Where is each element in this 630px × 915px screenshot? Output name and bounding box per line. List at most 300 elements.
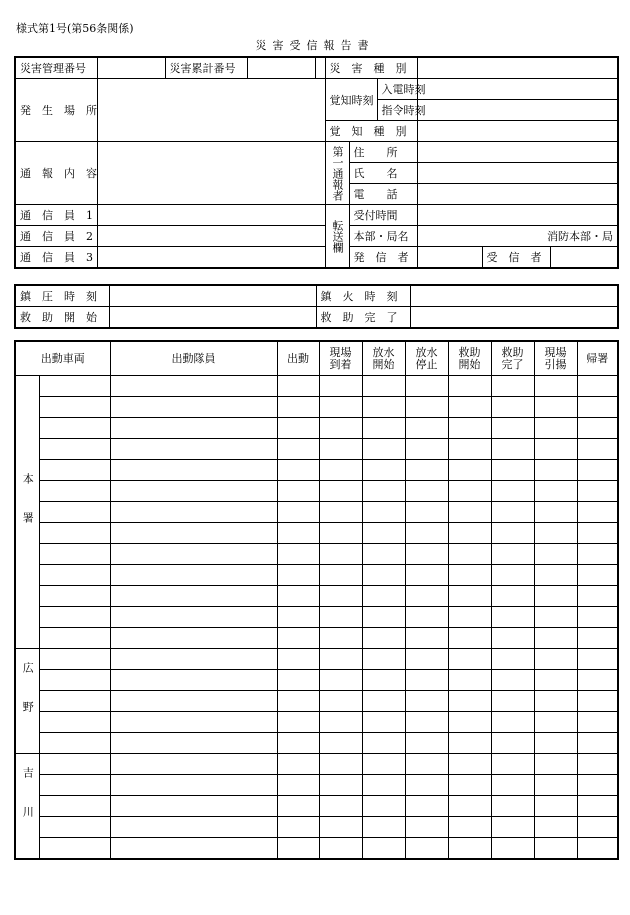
dispatch-cell[interactable] [110, 376, 277, 397]
dispatch-cell[interactable] [110, 397, 277, 418]
dispatch-cell[interactable] [362, 460, 405, 481]
dispatch-cell[interactable] [534, 523, 577, 544]
dispatch-cell[interactable] [448, 376, 491, 397]
dispatch-cell[interactable] [362, 439, 405, 460]
dispatch-cell[interactable] [448, 628, 491, 649]
dispatch-row [15, 628, 618, 649]
dispatch-cell[interactable] [491, 670, 534, 691]
disaster-mgmt-no-field[interactable] [97, 57, 165, 79]
dispatch-header-2: 出動 [277, 341, 319, 376]
dispatch-cell[interactable] [448, 838, 491, 860]
dispatch-header-3: 現場 到着 [319, 341, 362, 376]
dispatch-cell[interactable] [405, 754, 448, 775]
dispatch-cell[interactable] [110, 544, 277, 565]
dispatch-cell[interactable] [277, 502, 319, 523]
dispatch-cell[interactable] [362, 544, 405, 565]
rescue-start-field[interactable] [109, 307, 316, 329]
dispatch-cell[interactable] [405, 418, 448, 439]
dispatch-cell[interactable] [534, 565, 577, 586]
dispatch-cell[interactable] [39, 775, 110, 796]
phone-field[interactable] [417, 184, 618, 205]
disaster-type-label: 災 害 種 別 [325, 57, 417, 79]
dispatch-cell[interactable] [448, 397, 491, 418]
dispatch-cell[interactable] [110, 796, 277, 817]
dispatch-cell[interactable] [577, 376, 618, 397]
dispatch-cell[interactable] [405, 544, 448, 565]
dispatch-cell[interactable] [491, 838, 534, 860]
dispatch-cell[interactable] [110, 481, 277, 502]
dispatch-cell[interactable] [448, 754, 491, 775]
dispatch-cell[interactable] [534, 733, 577, 754]
dispatch-cell[interactable] [534, 649, 577, 670]
dispatch-cell[interactable] [491, 397, 534, 418]
dispatch-cell[interactable] [577, 817, 618, 838]
dispatch-cell[interactable] [110, 691, 277, 712]
dispatch-cell[interactable] [491, 607, 534, 628]
dispatch-cell[interactable] [277, 817, 319, 838]
address-field[interactable] [417, 142, 618, 163]
dispatch-cell[interactable] [534, 397, 577, 418]
aware-type-label: 覚 知 種 別 [325, 121, 417, 142]
dispatch-cell[interactable] [534, 439, 577, 460]
dispatch-cell[interactable] [39, 481, 110, 502]
transfer-col-label: 転送欄 [325, 205, 349, 269]
dispatch-cell[interactable] [39, 649, 110, 670]
station-label: 本署 [15, 376, 39, 649]
dispatch-cell[interactable] [277, 838, 319, 860]
dispatch-cell[interactable] [405, 523, 448, 544]
sender-label: 発 信 者 [349, 247, 417, 269]
dispatch-cell[interactable] [534, 691, 577, 712]
dispatch-cell[interactable] [319, 796, 362, 817]
dispatch-cell[interactable] [362, 838, 405, 860]
dispatch-cell[interactable] [39, 418, 110, 439]
dispatch-cell[interactable] [577, 712, 618, 733]
dispatch-cell[interactable] [319, 418, 362, 439]
dispatch-cell[interactable] [362, 670, 405, 691]
dispatch-cell[interactable] [448, 649, 491, 670]
dispatch-cell[interactable] [39, 376, 110, 397]
dispatch-cell[interactable] [319, 628, 362, 649]
dispatch-cell[interactable] [277, 439, 319, 460]
dispatch-cell[interactable] [491, 817, 534, 838]
dispatch-cell[interactable] [39, 817, 110, 838]
dispatch-cell[interactable] [319, 817, 362, 838]
dispatch-cell[interactable] [110, 775, 277, 796]
dispatch-cell[interactable] [277, 754, 319, 775]
dispatch-cell[interactable] [319, 439, 362, 460]
dispatch-cell[interactable] [405, 628, 448, 649]
dispatch-cell[interactable] [362, 565, 405, 586]
dispatch-cell[interactable] [319, 481, 362, 502]
report-content-field[interactable] [97, 142, 325, 205]
dispatch-cell[interactable] [534, 460, 577, 481]
dispatch-cell[interactable] [448, 712, 491, 733]
dispatch-cell[interactable] [362, 754, 405, 775]
dispatch-cell[interactable] [534, 544, 577, 565]
dispatch-cell[interactable] [39, 628, 110, 649]
disaster-cum-no-label: 災害累計番号 [165, 57, 247, 79]
dispatch-cell[interactable] [39, 397, 110, 418]
time-summary-table [14, 284, 619, 329]
dispatch-header-0: 出動車両 [15, 341, 110, 376]
dispatch-cell[interactable] [491, 649, 534, 670]
dispatch-cell[interactable] [319, 502, 362, 523]
dispatch-cell[interactable] [319, 607, 362, 628]
dispatch-cell[interactable] [405, 397, 448, 418]
extinguish-time-field[interactable] [410, 285, 618, 307]
dispatch-cell[interactable] [491, 775, 534, 796]
dispatch-cell[interactable] [448, 586, 491, 607]
dispatch-row [15, 481, 618, 502]
dispatch-header-8: 現場 引揚 [534, 341, 577, 376]
dispatch-cell[interactable] [110, 586, 277, 607]
dispatch-cell[interactable] [577, 460, 618, 481]
dispatch-cell[interactable] [448, 670, 491, 691]
dispatch-cell[interactable] [534, 418, 577, 439]
dispatch-cell[interactable] [405, 733, 448, 754]
dispatch-cell[interactable] [448, 817, 491, 838]
rescue-start-label: 救 助 開 始 [15, 307, 109, 329]
dispatch-cell[interactable] [39, 565, 110, 586]
dispatch-cell[interactable] [491, 502, 534, 523]
dispatch-cell[interactable] [39, 460, 110, 481]
dispatch-cell[interactable] [39, 502, 110, 523]
dispatch-cell[interactable] [110, 628, 277, 649]
dispatch-cell[interactable] [277, 523, 319, 544]
dispatch-cell[interactable] [491, 376, 534, 397]
dispatch-cell[interactable] [277, 397, 319, 418]
dispatch-cell[interactable] [534, 754, 577, 775]
dispatch-cell[interactable] [277, 649, 319, 670]
dispatch-cell[interactable] [405, 460, 448, 481]
dispatch-cell[interactable] [491, 754, 534, 775]
dispatch-cell[interactable] [277, 460, 319, 481]
dispatch-cell[interactable] [534, 670, 577, 691]
dispatch-cell[interactable] [534, 502, 577, 523]
dispatch-cell[interactable] [534, 607, 577, 628]
dispatch-cell[interactable] [577, 649, 618, 670]
dispatch-row [15, 586, 618, 607]
dispatch-cell[interactable] [39, 544, 110, 565]
dispatch-cell[interactable] [577, 502, 618, 523]
dispatch-cell[interactable] [277, 712, 319, 733]
dispatch-cell[interactable] [110, 649, 277, 670]
dispatch-cell[interactable] [577, 397, 618, 418]
dispatch-cell[interactable] [319, 712, 362, 733]
dispatch-cell[interactable] [577, 754, 618, 775]
receive-time-field[interactable] [417, 205, 618, 226]
dispatch-cell[interactable] [319, 586, 362, 607]
dispatch-cell[interactable] [277, 481, 319, 502]
dispatch-cell[interactable] [110, 670, 277, 691]
dispatch-cell[interactable] [405, 649, 448, 670]
dispatch-header-6: 救助 開始 [448, 341, 491, 376]
dispatch-cell[interactable] [448, 796, 491, 817]
dispatch-cell[interactable] [277, 418, 319, 439]
dispatch-cell[interactable] [405, 712, 448, 733]
dispatch-cell[interactable] [39, 691, 110, 712]
spacer [315, 57, 325, 79]
dispatch-cell[interactable] [277, 775, 319, 796]
dispatch-cell[interactable] [491, 544, 534, 565]
dispatch-cell[interactable] [491, 481, 534, 502]
dispatch-cell[interactable] [110, 502, 277, 523]
dispatch-cell[interactable] [491, 523, 534, 544]
dispatch-cell[interactable] [39, 838, 110, 860]
dispatch-cell[interactable] [577, 544, 618, 565]
dispatch-row [15, 544, 618, 565]
name-label: 氏 名 [349, 163, 417, 184]
dispatch-cell[interactable] [405, 691, 448, 712]
dispatch-cell[interactable] [577, 733, 618, 754]
dispatch-cell[interactable] [405, 796, 448, 817]
command-time-field[interactable] [417, 100, 618, 121]
dispatch-cell[interactable] [39, 586, 110, 607]
dispatch-cell[interactable] [110, 565, 277, 586]
dispatch-cell[interactable] [405, 565, 448, 586]
fire-hq-station-text: 消防本部・局 [417, 226, 618, 247]
dispatch-cell[interactable] [577, 838, 618, 860]
dispatch-cell[interactable] [448, 460, 491, 481]
dispatch-cell[interactable] [491, 439, 534, 460]
dispatch-cell[interactable] [110, 712, 277, 733]
dispatch-cell[interactable] [448, 418, 491, 439]
dispatch-cell[interactable] [319, 397, 362, 418]
dispatch-cell[interactable] [491, 796, 534, 817]
dispatch-cell[interactable] [319, 376, 362, 397]
operator3-field[interactable] [97, 247, 325, 269]
dispatch-cell[interactable] [362, 418, 405, 439]
dispatch-row [15, 754, 618, 775]
disaster-cum-no-field[interactable] [247, 57, 315, 79]
dispatch-cell[interactable] [362, 775, 405, 796]
incoming-call-time-label: 入電時刻 [377, 79, 417, 100]
dispatch-cell[interactable] [39, 733, 110, 754]
dispatch-cell[interactable] [277, 670, 319, 691]
dispatch-cell[interactable] [362, 712, 405, 733]
dispatch-cell[interactable] [277, 376, 319, 397]
dispatch-cell[interactable] [534, 628, 577, 649]
station-label: 広野 [15, 649, 39, 754]
dispatch-row [15, 523, 618, 544]
dispatch-cell[interactable] [319, 754, 362, 775]
dispatch-cell[interactable] [39, 796, 110, 817]
dispatch-cell[interactable] [362, 607, 405, 628]
dispatch-cell[interactable] [319, 691, 362, 712]
dispatch-cell[interactable] [534, 586, 577, 607]
dispatch-cell[interactable] [319, 775, 362, 796]
dispatch-cell[interactable] [362, 796, 405, 817]
dispatch-cell[interactable] [491, 418, 534, 439]
dispatch-cell[interactable] [362, 481, 405, 502]
disaster-type-field[interactable] [417, 57, 618, 79]
dispatch-row [15, 838, 618, 860]
dispatch-cell[interactable] [362, 523, 405, 544]
dispatch-cell[interactable] [110, 607, 277, 628]
dispatch-cell[interactable] [319, 838, 362, 860]
dispatch-cell[interactable] [277, 544, 319, 565]
dispatch-cell[interactable] [577, 586, 618, 607]
dispatch-header-7: 救助 完了 [491, 341, 534, 376]
rescue-end-field[interactable] [410, 307, 618, 329]
dispatch-cell[interactable] [362, 397, 405, 418]
dispatch-cell[interactable] [448, 691, 491, 712]
dispatch-cell[interactable] [491, 691, 534, 712]
dispatch-cell[interactable] [277, 796, 319, 817]
dispatch-row [15, 670, 618, 691]
rescue-end-label: 救 助 完 了 [316, 307, 410, 329]
dispatch-cell[interactable] [448, 544, 491, 565]
dispatch-cell[interactable] [405, 670, 448, 691]
dispatch-cell[interactable] [277, 691, 319, 712]
dispatch-header-1: 出動隊員 [110, 341, 277, 376]
form-title: 災害受信報告書 [255, 39, 375, 52]
dispatch-cell[interactable] [39, 670, 110, 691]
dispatch-cell[interactable] [277, 565, 319, 586]
dispatch-cell[interactable] [577, 628, 618, 649]
dispatch-cell[interactable] [110, 838, 277, 860]
dispatch-header-9: 帰署 [577, 341, 618, 376]
dispatch-cell[interactable] [534, 838, 577, 860]
dispatch-cell[interactable] [534, 775, 577, 796]
report-content-label: 通 報 内 容 [15, 142, 97, 205]
receiver-field[interactable] [550, 247, 618, 269]
suppress-time-label: 鎮 圧 時 刻 [15, 285, 109, 307]
dispatch-cell[interactable] [110, 733, 277, 754]
dispatch-cell[interactable] [319, 544, 362, 565]
dispatch-cell[interactable] [491, 565, 534, 586]
aware-type-field[interactable] [417, 121, 618, 142]
dispatch-cell[interactable] [39, 523, 110, 544]
occurrence-place-label: 発 生 場 所 [15, 79, 97, 142]
dispatch-cell[interactable] [110, 418, 277, 439]
dispatch-cell[interactable] [448, 733, 491, 754]
dispatch-cell[interactable] [110, 523, 277, 544]
hq-station-name-label: 本部・局名 [349, 226, 417, 247]
dispatch-cell[interactable] [491, 712, 534, 733]
dispatch-cell[interactable] [277, 586, 319, 607]
occurrence-place-field[interactable] [97, 79, 325, 142]
dispatch-row [15, 649, 618, 670]
incoming-call-time-field[interactable] [417, 79, 618, 100]
dispatch-cell[interactable] [110, 460, 277, 481]
dispatch-cell[interactable] [534, 481, 577, 502]
dispatch-cell[interactable] [448, 565, 491, 586]
dispatch-cell[interactable] [577, 439, 618, 460]
dispatch-cell[interactable] [110, 817, 277, 838]
dispatch-cell[interactable] [405, 481, 448, 502]
suppress-time-field[interactable] [109, 285, 316, 307]
dispatch-cell[interactable] [319, 733, 362, 754]
receive-time-label: 受付時間 [349, 205, 417, 226]
dispatch-cell[interactable] [362, 376, 405, 397]
dispatch-cell[interactable] [362, 649, 405, 670]
dispatch-cell[interactable] [491, 586, 534, 607]
dispatch-cell[interactable] [534, 796, 577, 817]
dispatch-cell[interactable] [39, 712, 110, 733]
dispatch-row [15, 502, 618, 523]
disaster-info-table [14, 56, 619, 269]
dispatch-row [15, 376, 618, 397]
dispatch-cell[interactable] [110, 754, 277, 775]
dispatch-cell[interactable] [448, 775, 491, 796]
dispatch-cell[interactable] [534, 817, 577, 838]
dispatch-cell[interactable] [448, 481, 491, 502]
dispatch-cell[interactable] [319, 565, 362, 586]
operator1-field[interactable] [97, 205, 325, 226]
dispatch-row [15, 691, 618, 712]
dispatch-cell[interactable] [362, 691, 405, 712]
name-field[interactable] [417, 163, 618, 184]
dispatch-cell[interactable] [448, 502, 491, 523]
dispatch-cell[interactable] [577, 565, 618, 586]
station-label: 吉川 [15, 754, 39, 860]
dispatch-cell[interactable] [534, 712, 577, 733]
dispatch-cell[interactable] [577, 691, 618, 712]
first-reporter-label: 第一通報者 [325, 142, 349, 205]
dispatch-cell[interactable] [319, 460, 362, 481]
dispatch-cell[interactable] [39, 439, 110, 460]
dispatch-cell[interactable] [39, 607, 110, 628]
dispatch-cell[interactable] [448, 523, 491, 544]
command-time-label: 指令時刻 [377, 100, 417, 121]
dispatch-cell[interactable] [39, 754, 110, 775]
dispatch-cell[interactable] [362, 502, 405, 523]
dispatch-header-5: 放水 停止 [405, 341, 448, 376]
dispatch-cell[interactable] [405, 838, 448, 860]
dispatch-cell[interactable] [405, 775, 448, 796]
operator2-field[interactable] [97, 226, 325, 247]
dispatch-cell[interactable] [405, 817, 448, 838]
dispatch-cell[interactable] [448, 607, 491, 628]
dispatch-cell[interactable] [319, 670, 362, 691]
dispatch-cell[interactable] [491, 460, 534, 481]
dispatch-cell[interactable] [577, 670, 618, 691]
receiver-label: 受 信 者 [482, 247, 550, 269]
dispatch-cell[interactable] [319, 649, 362, 670]
dispatch-cell[interactable] [577, 775, 618, 796]
dispatch-cell[interactable] [448, 439, 491, 460]
dispatch-cell[interactable] [277, 733, 319, 754]
dispatch-cell[interactable] [577, 481, 618, 502]
dispatch-cell[interactable] [491, 628, 534, 649]
dispatch-cell[interactable] [577, 607, 618, 628]
dispatch-cell[interactable] [277, 607, 319, 628]
dispatch-cell[interactable] [405, 607, 448, 628]
dispatch-cell[interactable] [405, 376, 448, 397]
dispatch-cell[interactable] [362, 628, 405, 649]
form-id: 様式第1号(第56条関係) [16, 22, 134, 35]
dispatch-cell[interactable] [577, 418, 618, 439]
dispatch-cell[interactable] [491, 733, 534, 754]
dispatch-cell[interactable] [577, 523, 618, 544]
dispatch-cell[interactable] [362, 586, 405, 607]
dispatch-row [15, 817, 618, 838]
dispatch-cell[interactable] [110, 439, 277, 460]
dispatch-cell[interactable] [319, 523, 362, 544]
sender-field[interactable] [417, 247, 482, 269]
dispatch-cell[interactable] [577, 796, 618, 817]
operator1-label: 通 信 員 1 [15, 205, 97, 226]
dispatch-cell[interactable] [362, 733, 405, 754]
dispatch-cell[interactable] [362, 817, 405, 838]
dispatch-cell[interactable] [405, 502, 448, 523]
dispatch-cell[interactable] [277, 628, 319, 649]
dispatch-cell[interactable] [405, 439, 448, 460]
dispatch-cell[interactable] [405, 586, 448, 607]
dispatch-cell[interactable] [534, 376, 577, 397]
